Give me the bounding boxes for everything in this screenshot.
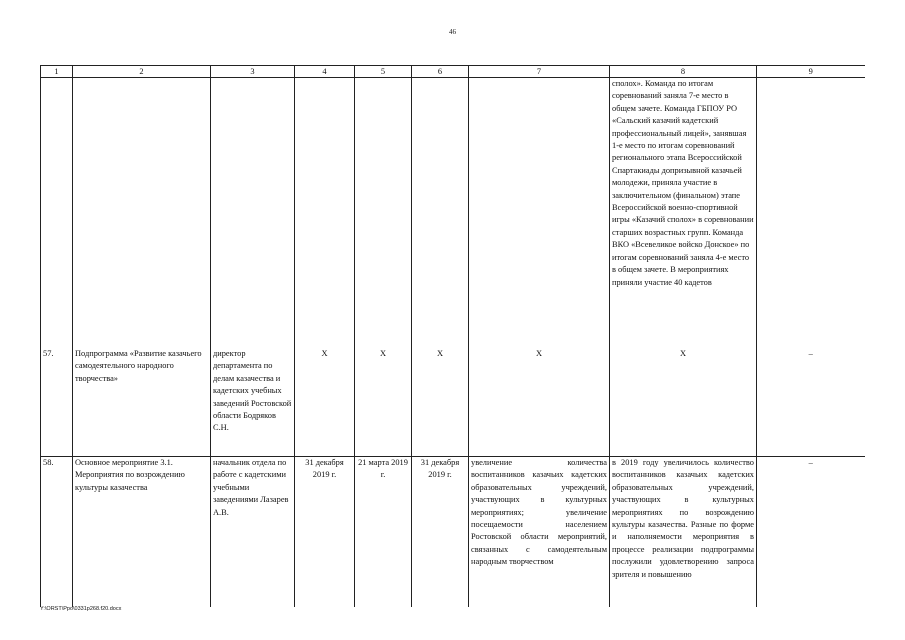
result-cell: сполох». Команда по итогам соревнований заняла 7-е место в общем зачете. Команда ГБПОУ РО «Сальский казачий кадетский профессиональный лицей», занявшая 1-е место по итогам соревнований регионального этапа Всероссийской Спартакиады допризывной казачьей молодежи, приняла участие в заключительном (финальном) этапе Всероссийской военно-спортивной игры «Казачий сполох» в соревновании старших возрастных групп. Команда ВКО «Всевеликое войско Донское» по итогам соревнований заняла 4-е место в общем зачете. В мероприятиях приняли участие 40 кадетов [610,78,757,349]
empty-cell [295,78,355,349]
header-row [41,66,865,78]
table-row [41,457,865,608]
empty-cell [469,78,610,349]
header-cell: 7 [469,66,610,78]
end-date-cell: X [412,348,469,457]
header-cell: 1 [41,66,73,78]
program-name: Подпрограмма «Развитие казачьего самодеятельного народного творчества» [73,348,211,457]
row-number: 58. [41,457,73,608]
responsible-person: начальник отдела по работе с кадетскими учебными заведениями Лазарев А.В. [211,457,295,608]
header-cell: 6 [412,66,469,78]
responsible-person: директор департамента по делам казачества и кадетских учебных заведений Ростовской области Бодряков С.Н. [211,348,295,457]
table-row [41,348,865,457]
plan-date-cell: 31 декабря 2019 г. [295,457,355,608]
empty-cell [355,78,412,349]
empty-cell [412,78,469,349]
planned-result-cell: X [469,348,610,457]
header-cell: 2 [73,66,211,78]
header-cell: 9 [757,66,865,78]
header-cell: 8 [610,66,757,78]
reason-cell: – [757,457,865,608]
empty-cell [41,78,73,349]
report-table [40,65,865,607]
reason-cell: – [757,348,865,457]
header-cell: 3 [211,66,295,78]
header-cell: 5 [355,66,412,78]
page-number: 46 [449,28,456,36]
empty-cell [73,78,211,349]
program-name: Основное мероприятие 3.1. Мероприятия по возрождению культуры казачества [73,457,211,608]
empty-cell [757,78,865,349]
plan-date-cell: X [295,348,355,457]
end-date-cell: 31 декабря 2019 г. [412,457,469,608]
start-date-cell: X [355,348,412,457]
table-row-continued [41,78,865,349]
actual-result-cell: X [610,348,757,457]
header-cell: 4 [295,66,355,78]
actual-result-cell: в 2019 году увеличилось количество воспитанников казачьих кадетских образовательных учреждений, участвующих в культурных мероприятиях по возрождению культуры казачества. Разные по форме и наполняемости мероприятия в процессе реализации подпрограммы послужили удовлетворению запроса зрителя и повышению [610,457,757,608]
row-number: 57. [41,348,73,457]
planned-result-cell: увеличение количества воспитанников казачьих кадетских образовательных учреждений, участвующих в культурных мероприятиях; увеличение посещаемости населением Ростовской области мероприятий, связанных с самодеятельным народным творчеством [469,457,610,608]
empty-cell [211,78,295,349]
start-date-cell: 21 марта 2019 г. [355,457,412,608]
document-file-path: Y:\ORST\Ppo\0331p268.f20.docx [40,606,122,612]
